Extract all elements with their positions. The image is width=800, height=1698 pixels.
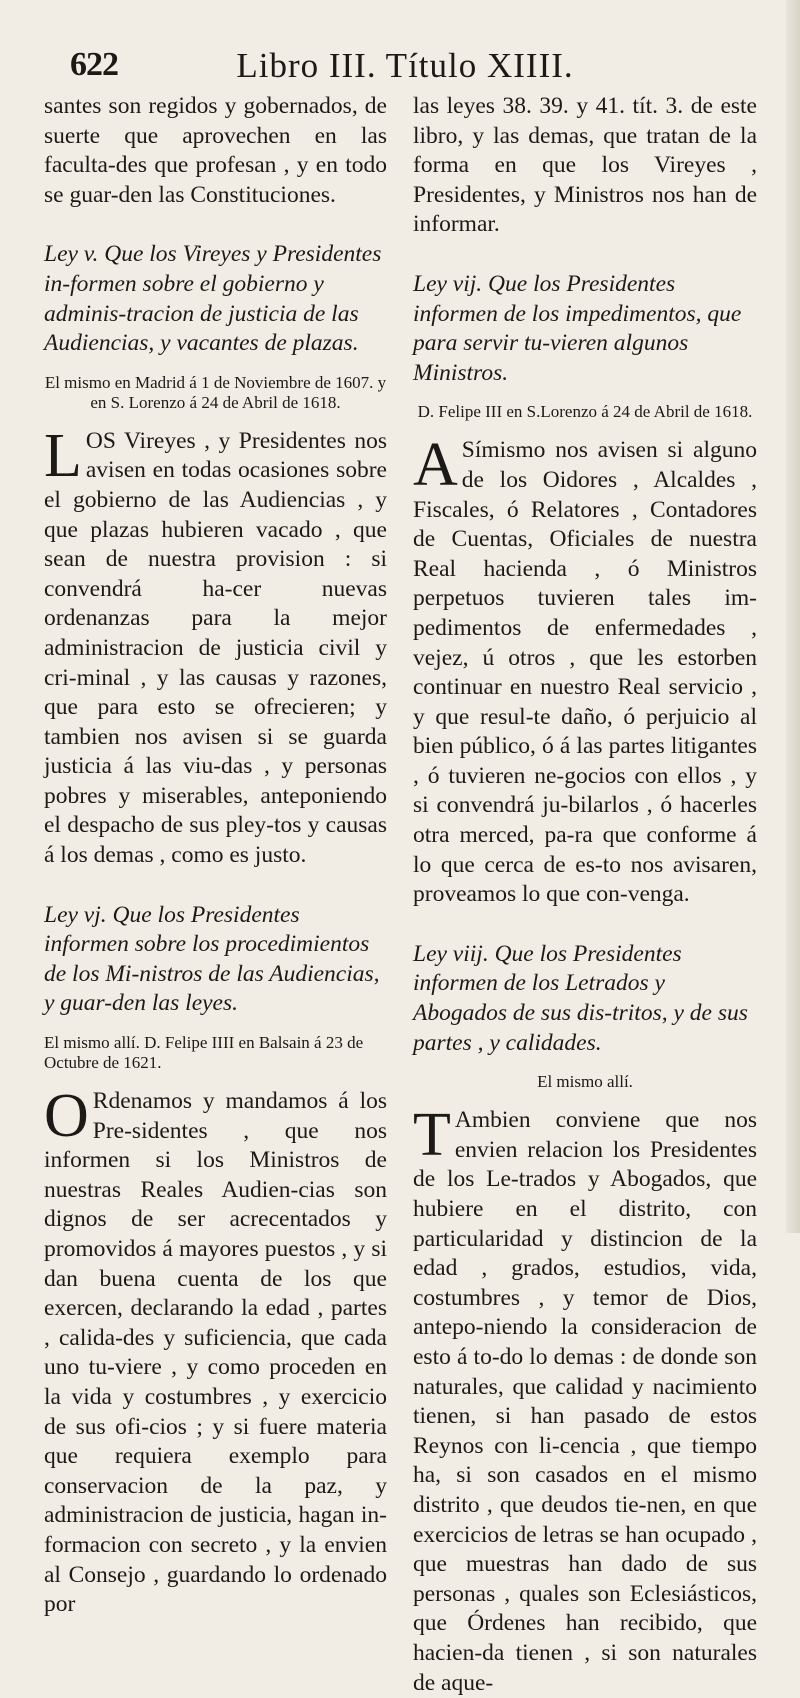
drop-cap: A: [413, 431, 458, 500]
running-title: Libro III. Título XIIII.: [236, 46, 574, 85]
page-edge: [786, 0, 800, 1233]
drop-cap: L: [44, 421, 82, 490]
law-6-source-note: El mismo allí. D. Felipe IIII en Balsain á 23 de Octubre de 1621.: [44, 1033, 364, 1073]
law-8-label: Ley viij.: [413, 940, 489, 967]
law-5-source-note: El mismo en Madrid á 1 de Noviembre de 1607. y en S. Lorenzo á 24 de Abril de 1618.: [44, 372, 387, 412]
page-number: 622: [70, 46, 118, 83]
right-column: [413, 92, 757, 1698]
law-7-heading: Que los Presidentes informen de los impedimentos, que para servir tu-vieren algunos Ministros.: [413, 270, 742, 386]
law-5-body: [44, 421, 387, 871]
law-7-source-note: D. Felipe III en S.Lorenzo á 24 de Abril de 1618.: [417, 402, 753, 422]
continued-paragraph: las leyes 38. 39. y 41. tít. 3. de este libro, y las demas, que tratan de la forma en que los Vireyes , Presidentes, y Ministros nos han de informar.: [413, 93, 757, 238]
law-5-title: [44, 240, 387, 358]
page-header: [70, 44, 740, 84]
law-8-source-note: El mismo allí.: [537, 1072, 633, 1092]
law-8-title: [413, 940, 757, 1058]
law-6-title: [44, 901, 387, 1019]
law-7-title: [413, 270, 757, 388]
law-6-body: [44, 1082, 387, 1620]
law-8-heading: Que los Presidentes informen de los Letrados y Abogados de sus dis-tritos, y de sus partes , y calidades.: [413, 940, 748, 1056]
law-5-label: Ley v.: [44, 241, 99, 268]
law-7-text: Símismo nos avisen si alguno de los Oidores , Alcaldes , Fiscales, ó Relatores , Contadores de Cuentas, Oficiales de nuestra Real hacienda , ó Ministros perpetuos tuvieren tales im-pedimentos de enfermedades , vejez, ú otros , que les estorben continuar en nuestro Real servicio , y que resul-te daño, ó perjuicio al bien público, ó á las partes litigantes , ó tuvieren ne-gocios con ellos , y si convendrá ju-bilarlos , ó hacerles otra merced, pa-ra que conforme á lo que cerca de es-to nos avisaren, proveamos lo que con-venga.: [413, 437, 757, 908]
law-8-body: [413, 1101, 757, 1698]
law-6-text: Rdenamos y mandamos á los Pre-sidentes , que nos informen si los Ministros de nuestras Reales Audien-cias son dignos de ser acrecentados y promovidos á mayores puestos , y si dan buena cuenta de los que exercen, declarando la edad , partes , calida-des y suficiencia, que cada uno tu-viere , y como proceden en la vida y costumbres , y exercicio de sus ofi-cios ; y si fuere materia que requiera exemplo para conservacion de la paz, y administracion de justicia, hagan in-formacion con secreto , y la envien al Consejo , guardando lo ordenado por: [44, 1088, 387, 1618]
law-7-label: Ley vij.: [413, 270, 483, 297]
law-5-text: OS Vireyes , y Presidentes nos avisen en todas ocasiones sobre el gobierno de las Audiencias , y que plazas hubieren vacado , que sean de nuestra provision : si convendrá ha-cer nuevas ordenanzas para la mejor administracion de justicia civil y cri-minal , y las causas y razones, que para esto se ofrecieren; y tambien nos avisen si se guarda justicia á las viu-das , y personas pobres y miserables, anteponiendo el despacho de sus pley-tos y causas á los demas , como es justo.: [44, 427, 387, 869]
drop-cap: O: [44, 1082, 89, 1151]
law-5-heading: Que los Vireyes y Presidentes in-formen sobre el gobierno y adminis-tracion de justicia de las Audiencias, y vacantes de plazas.: [44, 241, 382, 357]
continued-paragraph: santes son regidos y gobernados, de suerte que aprovechen en las faculta-des que profesan , y en todo se guar-den las Constituciones.: [44, 93, 387, 208]
left-column: [44, 92, 387, 1620]
law-6-label: Ley vj.: [44, 901, 107, 928]
law-8-text: Ambien conviene que nos envien relacion los Presidentes de los Le-trados y Abogados, que hubiere en el distrito, con particularidad y distincion de la edad , grados, estudios, vida, costumbres , y temor de Dios, antepo-niendo la consideracion de esto á to-do lo demas : de donde son naturales, que calidad y nacimiento tienen, si han pasado de estos Reynos con li-cencia , que tiempo ha, si son casados en el mismo distrito , que deudos tie-nen, en que exercicios de letras se han ocupado , que muestras han dado de sus personas , quales son Eclesiásticos, que Órdenes han recibido, que hacien-da tienen , si son naturales de aque-: [413, 1107, 757, 1696]
law-6-heading: Que los Presidentes informen sobre los procedimientos de los Mi-nistros de las Audiencias, y guar-den las leyes.: [44, 901, 380, 1017]
law-7-body: [413, 431, 757, 910]
drop-cap: T: [413, 1101, 451, 1170]
